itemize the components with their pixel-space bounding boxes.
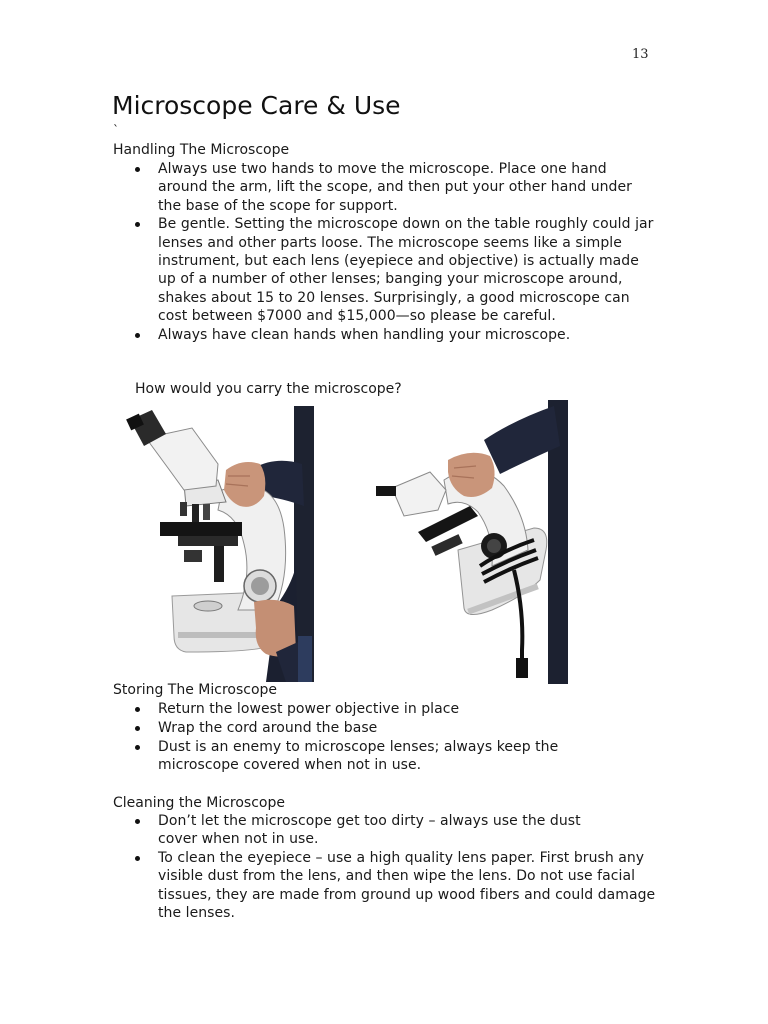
page-title: Microscope Care & Use	[112, 91, 401, 120]
carry-question: How would you carry the microscope?	[135, 381, 402, 397]
list-item: Always use two hands to move the microscope. Place one hand around the arm, lift the scope, and then put your other hand under the base of the scope for support.	[130, 160, 655, 215]
microscope-carry-photo-1	[126, 406, 314, 682]
list-item: Be gentle. Setting the microscope down on the table roughly could jar lenses and other parts loose. The microscope seems like a simple instrument, but each lens (eyepiece and objective) is actually made up of a number of other lenses; banging your microscope around, shakes about 15 to 20 lenses. Surprisingly, a good microscope can cost between $7000 and $15,000—so please be careful.	[130, 215, 655, 325]
storing-heading: Storing The Microscope	[113, 682, 278, 698]
page-number: 13	[632, 47, 649, 62]
storing-list	[130, 700, 650, 775]
list-item: To clean the eyepiece – use a high quality lens paper. First brush any visible dust from the lens, and then wipe the lens. Do not use facial tissues, they are made from ground up wood fibers and could damage the lenses.	[130, 849, 660, 922]
handling-list	[130, 160, 655, 344]
handling-heading: Handling The Microscope	[113, 142, 290, 158]
list-item: Dust is an enemy to microscope lenses; always keep the microscope covered when not in use.	[130, 738, 598, 775]
stray-mark: `	[113, 123, 119, 137]
list-item: Don’t let the microscope get too dirty – always use the dust cover when not in use.	[130, 812, 620, 849]
microscope-carry-photo-2	[374, 400, 570, 684]
list-item: Always have clean hands when handling your microscope.	[130, 326, 655, 344]
cleaning-list	[130, 812, 660, 923]
list-item: Wrap the cord around the base	[130, 719, 650, 737]
list-item: Return the lowest power objective in place	[130, 700, 650, 718]
cleaning-heading: Cleaning the Microscope	[113, 795, 285, 811]
